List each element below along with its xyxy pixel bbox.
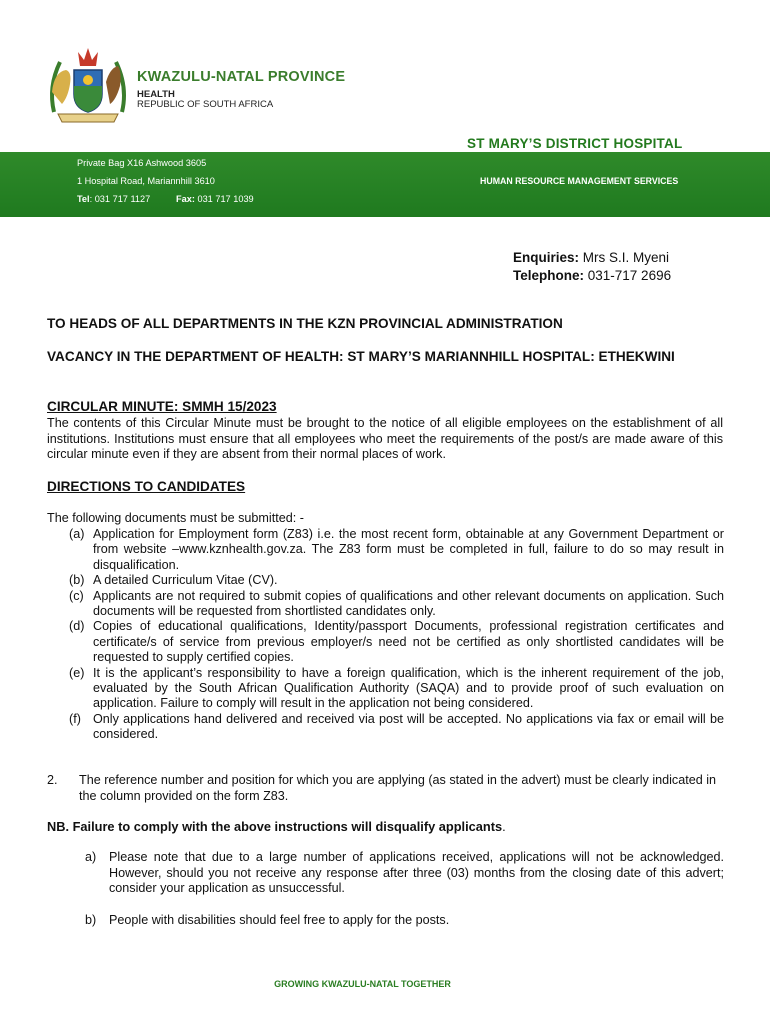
list-item-label: (a) [69,527,85,541]
footer-slogan: GROWING KWAZULU-NATAL TOGETHER [274,979,451,989]
list-item-text: It is the applicant’s responsibility to have a foreign qualification, which is the inherent requirement of the job, evaluated by the South African Qualification Authority (SAQA) and to provide proof of such evaluation on application. Failure to comply will result in the application not being considered. [93,665,724,711]
circular-heading: CIRCULAR MINUTE: SMMH 15/2023 [47,399,277,414]
telephone-line [77,194,150,204]
list-item-text: Only applications hand delivered and received via post will be accepted. No applications via fax or email will be considered. [93,711,724,742]
list-item-text: Application for Employment form (Z83) i.e. the most recent form, obtainable at any Government Department or from website –www.kznhealth.gov.za. The Z83 form must be completed in full, failure to do so may result in disqualification. [93,527,724,572]
enquiries-block [513,249,671,285]
address-line-1: Private Bag X16 Ashwood 3605 [77,158,207,168]
list-item-text: Please note that due to a large number of applications received, applications will not be acknowledged. However, should you not receive any response after three (03) months from the closing date of this advert; consider your application as unsuccessful. [109,850,724,895]
list-item [47,589,724,620]
nb-period: . [502,819,506,834]
address-line-2: 1 Hospital Road, Mariannhill 3610 [77,176,215,186]
contact-band [0,152,770,217]
fax-value: 031 717 1039 [194,194,254,204]
list-item-text: Applicants are not required to submit copies of qualifications and other relevant documents on application. Such documents will be requested from shortlisted candidates only. [93,588,724,619]
list-item [47,712,724,743]
tel-value: : 031 717 1127 [89,194,151,204]
list-item-label: a) [85,850,97,864]
section-name: HUMAN RESOURCE MANAGEMENT SERVICES [480,176,679,186]
circular-paragraph: The contents of this Circular Minute must be brought to the notice of all eligible employees on the establishment of all institutions. Institutions must ensure that all employees who meet the requirements of the post/s are made aware of this circular minute even if they are absent from their normal places of work. [47,416,723,461]
list-item-label: b) [85,912,97,927]
reference-instruction [47,773,724,804]
list-item [47,573,724,588]
nb-warning [47,819,506,834]
department-name: HEALTH [137,89,175,100]
fax-label: Fax: [176,194,195,204]
enquiries-label: Enquiries: [513,250,580,265]
list-item [47,527,724,573]
list-item-label: (c) [69,588,84,603]
list-item-label: (f) [69,711,81,726]
list-item-text: Copies of educational qualifications, Identity/passport Documents, professional registration certificates and certificate/s of service from previous employer/s need not be certified as only shortlisted candidates will be requested to supply certified copies. [93,619,724,665]
item-text: The reference number and position for which you are applying (as stated in the advert) must be clearly indicated in the column provided on the form Z83. [79,773,717,803]
addressee-heading: TO HEADS OF ALL DEPARTMENTS IN THE KZN PROVINCIAL ADMINISTRATION [47,316,563,331]
directions-list [47,527,724,743]
nb-text: NB. Failure to comply with the above instructions will disqualify applicants [47,819,503,834]
fax-line [176,194,254,204]
coat-of-arms-icon [44,42,132,124]
notes-list [85,850,724,928]
republic-name: REPUBLIC OF SOUTH AFRICA [137,99,274,110]
list-item-label: (e) [69,665,85,680]
item-number: 2. [47,773,58,787]
vacancy-heading: VACANCY IN THE DEPARTMENT OF HEALTH: ST MARY’S MARIANNHILL HOSPITAL: ETHEKWINI [47,349,675,364]
list-item [85,850,724,897]
directions-intro: The following documents must be submitted: - [47,511,304,525]
tel-label: Tel [77,194,90,204]
list-item-label: (b) [69,573,85,588]
province-title: KWAZULU-NATAL PROVINCE [137,69,346,85]
telephone-value: 031-717 2696 [584,268,672,283]
list-item-label: (d) [69,619,85,634]
directions-heading: DIRECTIONS TO CANDIDATES [47,479,246,494]
telephone-label: Telephone: [513,268,585,283]
list-item [85,913,724,929]
hospital-name: ST MARY’S DISTRICT HOSPITAL [467,136,683,151]
list-item-text: A detailed Curriculum Vitae (CV). [93,573,278,588]
list-item-text: People with disabilities should feel free to apply for the posts. [109,912,450,927]
list-item [47,666,724,712]
enquiries-value: Mrs S.I. Myeni [579,250,670,265]
list-item [47,619,724,665]
